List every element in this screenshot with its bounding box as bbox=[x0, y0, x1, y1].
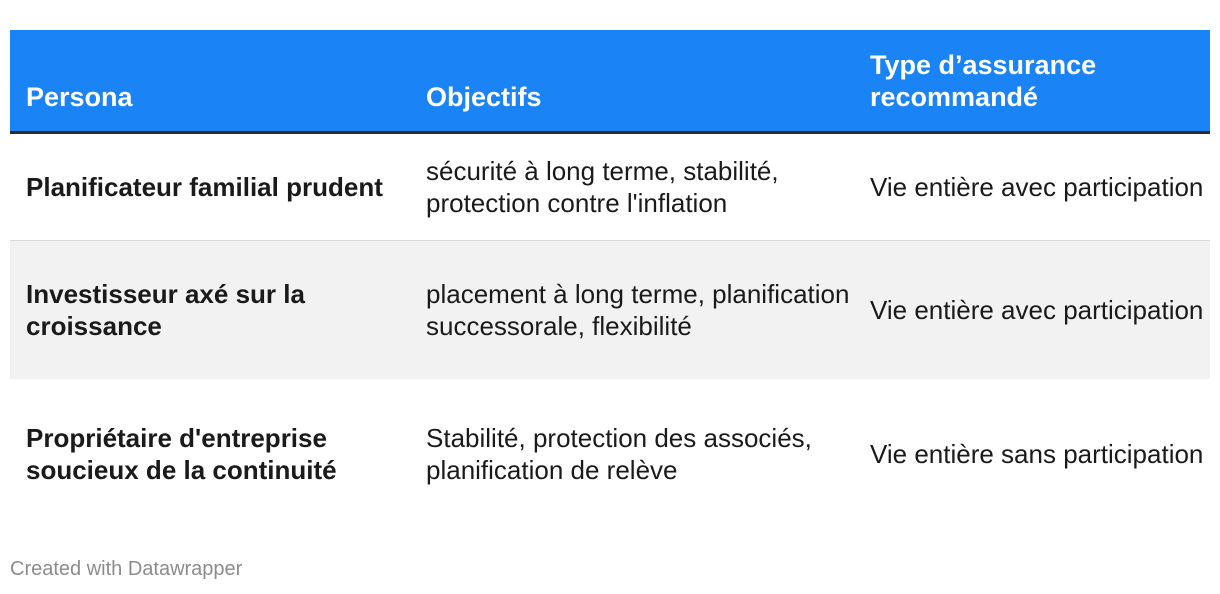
persona-cell: Propriétaire d'entreprise soucieux de la continuité bbox=[26, 423, 337, 485]
assurance-cell: Vie entière avec participation bbox=[870, 172, 1204, 202]
column-header-persona: Persona bbox=[26, 82, 133, 112]
persona-cell: Investisseur axé sur la croissance bbox=[26, 279, 305, 341]
objectifs-cell: Stabilité, protection des associés, planification de relève bbox=[426, 423, 812, 485]
assurance-cell: Vie entière sans participation bbox=[870, 439, 1204, 469]
assurance-cell: Vie entière avec participation bbox=[870, 295, 1204, 325]
table-row bbox=[10, 379, 1210, 529]
persona-cell: Planificateur familial prudent bbox=[26, 172, 383, 202]
column-header-objectifs: Objectifs bbox=[426, 82, 542, 112]
table-row bbox=[10, 134, 1210, 241]
table-row bbox=[10, 241, 1210, 379]
data-table bbox=[10, 30, 1210, 529]
column-header-type-assurance: Type d’assurance recommandé bbox=[870, 50, 1097, 112]
objectifs-cell: sécurité à long terme, stabilité, protection contre l'inflation bbox=[426, 156, 779, 218]
datawrapper-credit: Created with Datawrapper bbox=[10, 558, 243, 580]
objectifs-cell: placement à long terme, planification successorale, flexibilité bbox=[426, 279, 850, 341]
table-header bbox=[10, 30, 1210, 134]
